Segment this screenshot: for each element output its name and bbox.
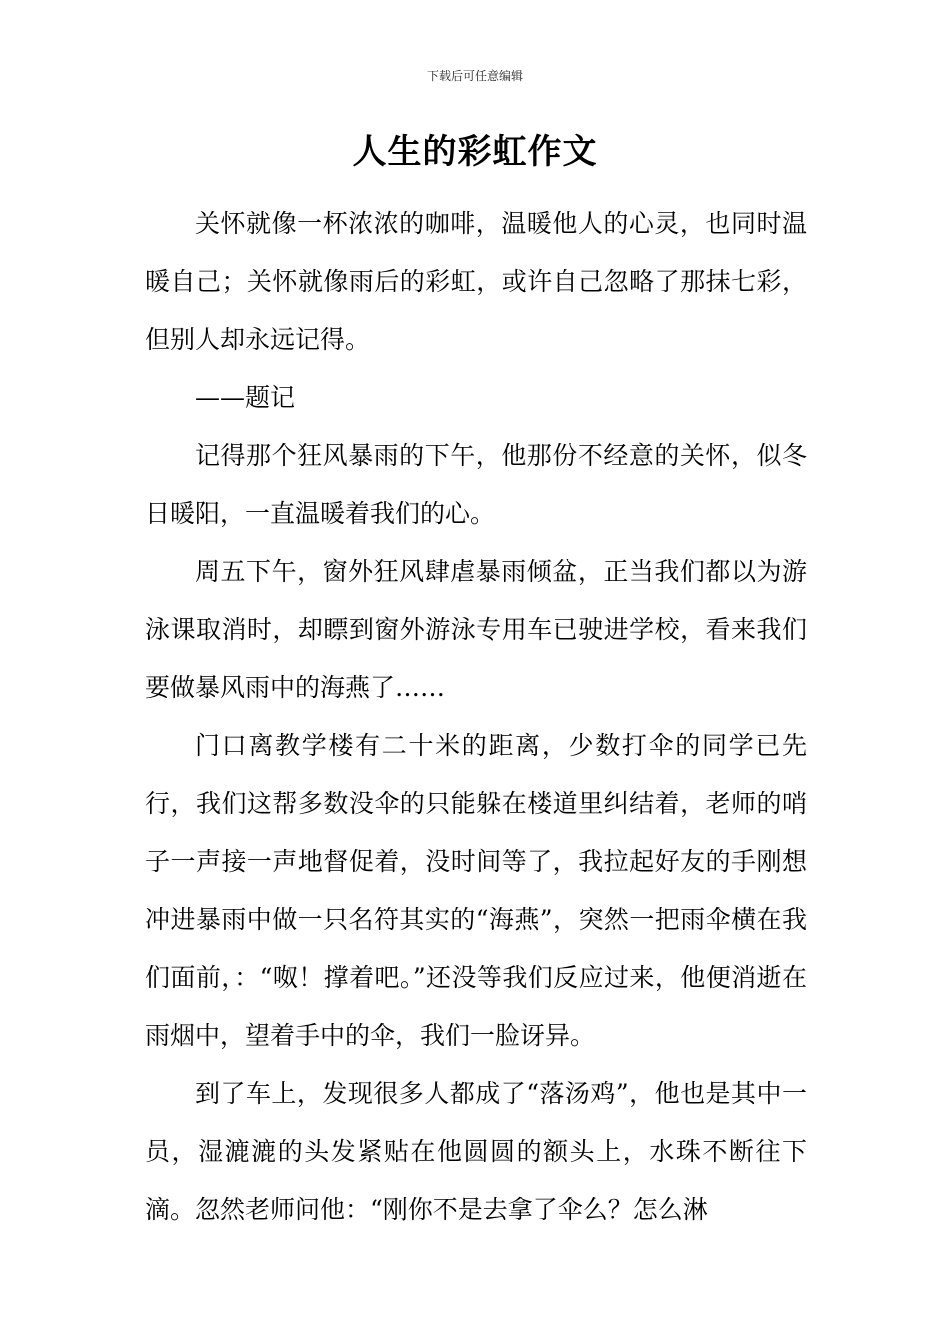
paragraph-epigraph-note: ——题记	[195, 383, 296, 412]
document-title: 人生的彩虹作文	[352, 132, 598, 172]
header-note: 下载后可任意编辑	[426, 69, 523, 83]
paragraph-intro: 关怀就像一杯浓浓的咖啡，温暖他人的心灵，也同时温暖自己；关怀就像雨后的彩虹，或许自己忽略了那抹七彩，但别人却永远记得。	[145, 209, 807, 354]
document-body	[145, 195, 807, 1239]
paragraph-bus: 到了车上，发现很多人都成了“落汤鸡”，他也是其中一员，湿漉漉的头发紧贴在他圆圆的额头上，水珠不断往下滴。忽然老师问他：“刚你不是去拿了伞么？怎么淋	[145, 1079, 807, 1224]
paragraph-memory: 记得那个狂风暴雨的下午，他那份不经意的关怀，似冬日暖阳，一直温暖着我们的心。	[145, 441, 807, 528]
paragraph-friday: 周五下午，窗外狂风肆虐暴雨倾盆，正当我们都以为游泳课取消时，却瞟到窗外游泳专用车已驶进学校，看来我们要做暴风雨中的海燕了……	[145, 557, 807, 702]
paragraph-umbrella: 门口离教学楼有二十米的距离，少数打伞的同学已先行，我们这帮多数没伞的只能躲在楼道里纠结着，老师的哨子一声接一声地督促着，没时间等了，我拉起好友的手刚想冲进暴雨中做一只名符其实的“海燕”，突然一把雨伞横在我们面前，：“呶！撑着吧。”还没等我们反应过来，他便消逝在雨烟中，望着手中的伞，我们一脸讶异。	[145, 731, 807, 1050]
